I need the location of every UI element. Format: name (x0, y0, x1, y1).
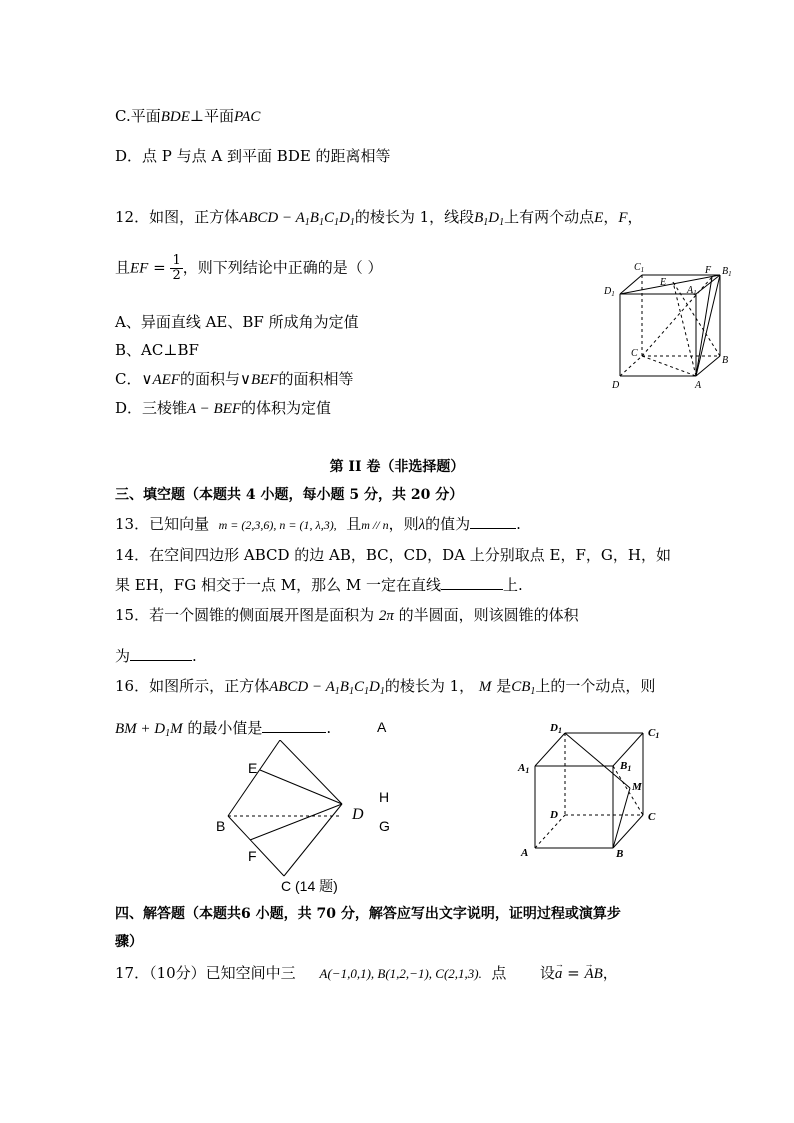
fig14-quadrilateral (220, 740, 350, 880)
label-c1: $C_1$ (634, 262, 645, 274)
q14-line1: 14．在空间四边形 ABCD 的边 AB，BC，CD，DA 上分别取点 E，F，G，H，如 (115, 546, 671, 564)
q12-option-b: B、AC⊥BF (115, 341, 199, 359)
fig16-cube (510, 716, 690, 866)
label-c: C (631, 348, 638, 359)
label-a1: $A_1$ (687, 285, 697, 297)
fig16-label-d1: D1 (550, 722, 562, 735)
section4-line2: 骤） (115, 934, 143, 950)
fig16-label-b1: B1 (620, 760, 632, 773)
label-a: A (695, 380, 702, 391)
q12-option-d: D．三棱锥A − BEF的体积为定值 (115, 399, 332, 417)
fig16-label-c1: C1 (648, 727, 660, 740)
q16-line2: BM + $D_1M$ 的最小值是 . (115, 719, 332, 739)
q12-option-a: A、异面直线 AE、BF 所成角为定值 (115, 313, 359, 331)
fig14-caption: C (14 题) (281, 878, 338, 894)
fig14-label-b: B (216, 818, 226, 834)
section4-line1: 四、解答题（本题共6 小题，共 70 分，解答应写出文字说明，证明过程或演算步 (115, 906, 621, 922)
fig16-label-c: C (648, 811, 656, 823)
fig16-label-b: B (616, 848, 624, 860)
section3-heading: 三、填空题（本题共 4 小题，每小题 5 分，共 20 分） (115, 487, 464, 503)
q15-line2: 为 . (115, 647, 197, 665)
q15-line1: 15．若一个圆锥的侧面展开图是面积为 2π 的半圆面，则该圆锥的体积 (115, 606, 579, 624)
fig14-label-e: E (248, 760, 258, 776)
q12-stem-line2: 且EF = $\frac{1}{2}$ ，则下列结论中正确的是（ ） (115, 253, 383, 283)
label-d1: $D_1$ (604, 286, 615, 298)
label-b1: $B_1$ (722, 266, 732, 278)
q13: 13．已知向量 m = (2,3,6), n = (1, λ,3), 且m // n，则λ的值为 . (115, 515, 521, 533)
q11-option-d: D．点 P 与点 A 到平面 BDE 的距离相等 (115, 147, 391, 165)
label-d: D (612, 380, 620, 391)
label-e: E (660, 277, 667, 288)
fig16-label-m: M (632, 781, 642, 793)
fig16-label-a1: A1 (518, 762, 530, 775)
fig16-label-d: D (550, 809, 558, 821)
label-f: F (705, 265, 712, 276)
q17: 17．（10分）已知空间中三 A(−1,0,1), B(1,2,−1), C(2,1,3). 点 设→ a = → AB， (115, 963, 618, 984)
fig14-label-h: H (379, 789, 390, 805)
fig14-label-f: F (248, 848, 257, 864)
q14-line2: 果 EH，FG 相交于一点 M，那么 M 一定在直线 上. (115, 576, 523, 594)
fig16-label-a: A (521, 847, 529, 859)
q12-stem: 12．如图，正方体ABCD − $A_1B_1C_1D_1$的棱长为 1，线段$B_1D_1$上有两个动点E，F， (115, 208, 643, 228)
q12-option-c: C．∨AEF的面积与∨BEF的面积相等 (115, 370, 354, 388)
fig14-label-d: D (352, 806, 364, 823)
q12-cube-figure (598, 258, 748, 396)
label-b: B (722, 355, 729, 366)
part2-title: 第 II 卷（非选择题） (329, 459, 465, 475)
fig14-label-g: G (379, 818, 390, 834)
q16-line1: 16．如图所示，正方体ABCD − $A_1B_1C_1D_1$的棱长为 1， M 是$CB_1$上的一个动点，则 (115, 677, 656, 697)
fig14-label-a: A (377, 719, 387, 735)
q11-option-c: C.平面BDE⊥平面PAC (115, 107, 261, 125)
